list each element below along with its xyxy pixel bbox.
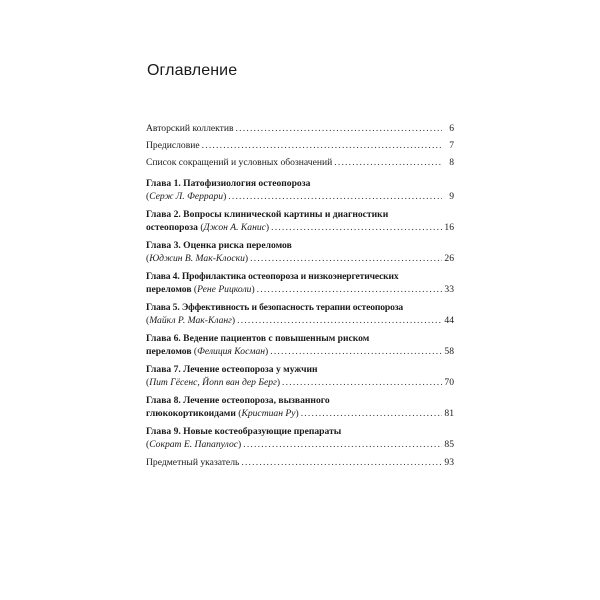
- chapter-author: Рене Рицколи: [197, 284, 252, 295]
- leader-dots: [241, 456, 442, 469]
- toc-page-number: 7: [449, 140, 454, 151]
- toc-entry-chapter-1[interactable]: Глава 1. Патофизиология остеопороза (Серж Л. Феррари) ..... 9: [146, 177, 454, 203]
- chapter-author: Майкл Р. Мак-Кланг: [149, 315, 232, 326]
- toc-entry-preface[interactable]: [146, 139, 454, 152]
- toc-page-number: 81: [444, 408, 454, 419]
- toc-entry-chapter-9[interactable]: Глава 9. Новые костеобразующие препараты (Сократ Е. Папапулос) ..... 85: [146, 425, 454, 451]
- toc-entry-authors[interactable]: [146, 122, 454, 135]
- page-title: Оглавление: [147, 62, 238, 79]
- leader-dots: [271, 221, 442, 234]
- leader-dots: [237, 314, 442, 327]
- toc-entry-chapter-2[interactable]: Глава 2. Вопросы клинической картины и диагностики остеопороза (Джон А. Канис) ..... 16: [146, 208, 454, 234]
- leader-dots: [301, 407, 442, 420]
- toc-page-number: 70: [444, 377, 454, 388]
- toc-entry-chapter-3[interactable]: Глава 3. Оценка риска переломов (Юджин В. Мак-Клоски) ..... 26: [146, 239, 454, 265]
- toc-entry-chapter-5[interactable]: Глава 5. Эффективность и безопасность терапии остеопороза (Майкл Р. Мак-Кланг) ..... 44: [146, 301, 454, 327]
- toc-page-number: 58: [444, 346, 454, 357]
- leader-dots: [228, 190, 442, 203]
- chapter-author: Сократ Е. Папапулос: [149, 439, 239, 450]
- chapter-author: Джон А. Канис: [203, 222, 266, 233]
- leader-dots: [250, 252, 442, 265]
- chapter-author: Фелиция Косман: [197, 346, 266, 357]
- chapter-title-tail: переломов: [146, 346, 192, 357]
- chapter-title: Глава 8. Лечение остеопороза, вызванного: [146, 395, 330, 406]
- chapter-author: Серж Л. Феррари: [149, 191, 224, 202]
- toc-page-number: 33: [444, 284, 454, 295]
- toc-entry-label: Предисловие: [146, 140, 200, 151]
- toc-page-number: 9: [449, 191, 454, 202]
- toc-entry-index[interactable]: [146, 456, 454, 469]
- chapter-title-tail: остеопороза: [146, 222, 198, 233]
- chapter-title: Глава 7. Лечение остеопороза у мужчин: [146, 364, 318, 375]
- toc-entry-abbreviations[interactable]: [146, 156, 454, 169]
- toc-page-number: 6: [449, 123, 454, 134]
- toc-page-number: 93: [444, 457, 454, 468]
- toc-page-number: 85: [444, 439, 454, 450]
- chapter-title: Глава 6. Ведение пациентов с повышенным риском: [146, 333, 370, 344]
- toc-page-number: 26: [444, 253, 454, 264]
- leader-dots: [270, 345, 442, 358]
- chapter-author: Пит Гёсенс, Йопп ван дер Берг: [149, 377, 277, 388]
- toc-entry-label: Предметный указатель: [146, 457, 240, 468]
- toc-entry-chapter-8[interactable]: Глава 8. Лечение остеопороза, вызванного глюкокортикоидами (Кристиан Ру) ..... 81: [146, 394, 454, 420]
- chapter-title-tail: переломов: [146, 284, 192, 295]
- chapter-title: Глава 4. Профилактика остеопороза и низкоэнергетических: [146, 271, 399, 282]
- chapter-title: Глава 1. Патофизиология остеопороза: [146, 178, 311, 189]
- toc-entry-chapter-6[interactable]: Глава 6. Ведение пациентов с повышенным риском переломов (Фелиция Косман) ..... 58: [146, 332, 454, 358]
- chapter-author: Юджин В. Мак-Клоски: [149, 253, 245, 264]
- chapter-title: Глава 3. Оценка риска переломов: [146, 240, 292, 251]
- leader-dots: [257, 283, 442, 296]
- chapter-title: Глава 5. Эффективность и безопасность терапии остеопороза: [146, 302, 404, 313]
- table-of-contents: [146, 122, 454, 474]
- chapter-title: Глава 9. Новые костеобразующие препараты: [146, 426, 342, 437]
- toc-entry-label: Список сокращений и условных обозначений: [146, 157, 333, 168]
- toc-page-number: 44: [444, 315, 454, 326]
- leader-dots: [243, 438, 442, 451]
- chapter-title: Глава 2. Вопросы клинической картины и диагностики: [146, 209, 389, 220]
- leader-dots: [282, 376, 442, 389]
- leader-dots: [202, 139, 442, 152]
- leader-dots: [334, 156, 442, 169]
- toc-entry-chapter-7[interactable]: Глава 7. Лечение остеопороза у мужчин (Пит Гёсенс, Йопп ван дер Берг) ..... 70: [146, 363, 454, 389]
- toc-entry-chapter-4[interactable]: Глава 4. Профилактика остеопороза и низкоэнергетических переломов (Рене Рицколи) ..... 33: [146, 270, 454, 296]
- toc-entry-label: Авторский коллектив: [146, 123, 234, 134]
- chapter-author: Кристиан Ру: [241, 408, 296, 419]
- toc-page-number: 16: [444, 222, 454, 233]
- chapter-title-tail: глюкокортикоидами: [146, 408, 236, 419]
- leader-dots: [236, 122, 442, 135]
- toc-page-number: 8: [449, 157, 454, 168]
